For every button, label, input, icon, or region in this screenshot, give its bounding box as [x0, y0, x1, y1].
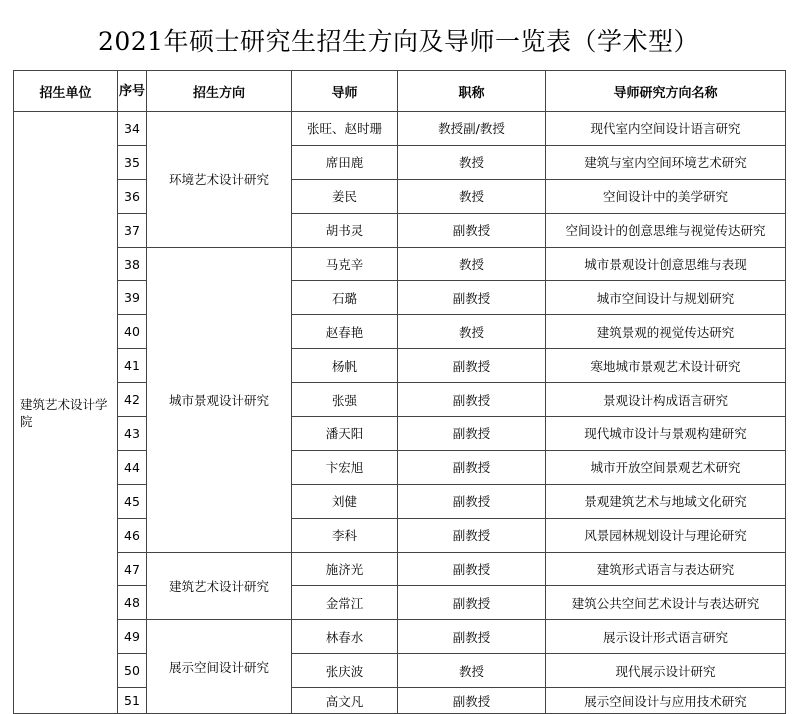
supervisor-cell: 卞宏旭 — [292, 450, 398, 484]
rank-cell: 副教授 — [398, 213, 546, 247]
supervisor-cell: 金常江 — [292, 586, 398, 620]
seq-cell: 34 — [118, 112, 147, 146]
rank-cell: 副教授 — [398, 518, 546, 552]
direction-cell: 展示空间设计研究 — [147, 620, 292, 714]
supervisor-cell: 马克辛 — [292, 247, 398, 281]
supervisor-cell: 姜民 — [292, 179, 398, 213]
seq-cell: 38 — [118, 247, 147, 281]
unit-cell: 建筑艺术设计学院 — [14, 112, 118, 714]
rank-cell: 副教授 — [398, 383, 546, 417]
research-cell: 建筑与室内空间环境艺术研究 — [546, 145, 786, 179]
supervisor-cell: 张庆波 — [292, 654, 398, 688]
supervisor-cell: 刘健 — [292, 484, 398, 518]
seq-cell: 39 — [118, 281, 147, 315]
table-row — [14, 586, 786, 620]
seq-cell: 37 — [118, 213, 147, 247]
rank-cell: 副教授 — [398, 450, 546, 484]
seq-cell: 42 — [118, 383, 147, 417]
table-row — [14, 484, 786, 518]
seq-cell: 48 — [118, 586, 147, 620]
page-title: 2021年硕士研究生招生方向及导师一览表（学术型） — [97, 27, 700, 56]
research-cell: 现代城市设计与景观构建研究 — [546, 417, 786, 451]
research-cell: 城市开放空间景观艺术研究 — [546, 450, 786, 484]
research-cell: 寒地城市景观艺术设计研究 — [546, 349, 786, 383]
table-row — [14, 112, 786, 146]
header-direction: 招生方向 — [147, 71, 292, 112]
supervisor-cell: 杨帆 — [292, 349, 398, 383]
table-row — [14, 281, 786, 315]
research-cell: 建筑公共空间艺术设计与表达研究 — [546, 586, 786, 620]
supervisor-cell: 张强 — [292, 383, 398, 417]
rank-cell: 教授 — [398, 315, 546, 349]
supervisor-cell: 潘天阳 — [292, 417, 398, 451]
seq-cell: 45 — [118, 484, 147, 518]
research-cell: 展示空间设计与应用技术研究 — [546, 688, 786, 714]
seq-cell: 49 — [118, 620, 147, 654]
table-row — [14, 145, 786, 179]
rank-cell: 副教授 — [398, 620, 546, 654]
direction-cell: 城市景观设计研究 — [147, 247, 292, 552]
seq-cell: 51 — [118, 688, 147, 714]
research-cell: 展示设计形式语言研究 — [546, 620, 786, 654]
header-seq: 序号 — [118, 71, 147, 112]
rank-cell: 副教授 — [398, 552, 546, 586]
research-cell: 建筑形式语言与表达研究 — [546, 552, 786, 586]
supervisor-cell: 李科 — [292, 518, 398, 552]
rank-cell: 教授副/教授 — [398, 112, 546, 146]
header-research: 导师研究方向名称 — [546, 71, 786, 112]
rank-cell: 副教授 — [398, 349, 546, 383]
header-unit: 招生单位 — [14, 71, 118, 112]
header-rank: 职称 — [398, 71, 546, 112]
research-cell: 现代室内空间设计语言研究 — [546, 112, 786, 146]
rank-cell: 教授 — [398, 145, 546, 179]
research-cell: 风景园林规划设计与理论研究 — [546, 518, 786, 552]
rank-cell: 教授 — [398, 654, 546, 688]
table-row — [14, 213, 786, 247]
seq-cell: 50 — [118, 654, 147, 688]
research-cell: 城市景观设计创意思维与表现 — [546, 247, 786, 281]
table-row — [14, 654, 786, 688]
header-supervisor: 导师 — [292, 71, 398, 112]
supervisor-table — [13, 70, 786, 714]
rank-cell: 副教授 — [398, 281, 546, 315]
seq-cell: 47 — [118, 552, 147, 586]
research-cell: 现代展示设计研究 — [546, 654, 786, 688]
research-cell: 建筑景观的视觉传达研究 — [546, 315, 786, 349]
table-row — [14, 518, 786, 552]
seq-cell: 36 — [118, 179, 147, 213]
research-cell: 空间设计的创意思维与视觉传达研究 — [546, 213, 786, 247]
rank-cell: 副教授 — [398, 688, 546, 714]
research-cell: 城市空间设计与规划研究 — [546, 281, 786, 315]
rank-cell: 副教授 — [398, 484, 546, 518]
seq-cell: 35 — [118, 145, 147, 179]
table-row — [14, 450, 786, 484]
table-row — [14, 349, 786, 383]
seq-cell: 44 — [118, 450, 147, 484]
supervisor-cell: 施济光 — [292, 552, 398, 586]
table-row — [14, 417, 786, 451]
seq-cell: 43 — [118, 417, 147, 451]
supervisor-cell: 高文凡 — [292, 688, 398, 714]
table-row — [14, 688, 786, 714]
rank-cell: 教授 — [398, 247, 546, 281]
research-cell: 空间设计中的美学研究 — [546, 179, 786, 213]
rank-cell: 教授 — [398, 179, 546, 213]
supervisor-cell: 胡书灵 — [292, 213, 398, 247]
direction-cell: 环境艺术设计研究 — [147, 112, 292, 248]
seq-cell: 40 — [118, 315, 147, 349]
table-row — [14, 620, 786, 654]
seq-cell: 41 — [118, 349, 147, 383]
rank-cell: 副教授 — [398, 586, 546, 620]
table-row — [14, 179, 786, 213]
supervisor-cell: 席田鹿 — [292, 145, 398, 179]
research-cell: 景观设计构成语言研究 — [546, 383, 786, 417]
research-cell: 景观建筑艺术与地域文化研究 — [546, 484, 786, 518]
table-row — [14, 315, 786, 349]
supervisor-cell: 张旺、赵时珊 — [292, 112, 398, 146]
table-row — [14, 383, 786, 417]
supervisor-cell: 赵春艳 — [292, 315, 398, 349]
supervisor-cell: 石璐 — [292, 281, 398, 315]
supervisor-cell: 林春水 — [292, 620, 398, 654]
direction-cell: 建筑艺术设计研究 — [147, 552, 292, 620]
header-row — [14, 71, 786, 112]
rank-cell: 副教授 — [398, 417, 546, 451]
table-row — [14, 247, 786, 281]
table-row — [14, 552, 786, 586]
seq-cell: 46 — [118, 518, 147, 552]
